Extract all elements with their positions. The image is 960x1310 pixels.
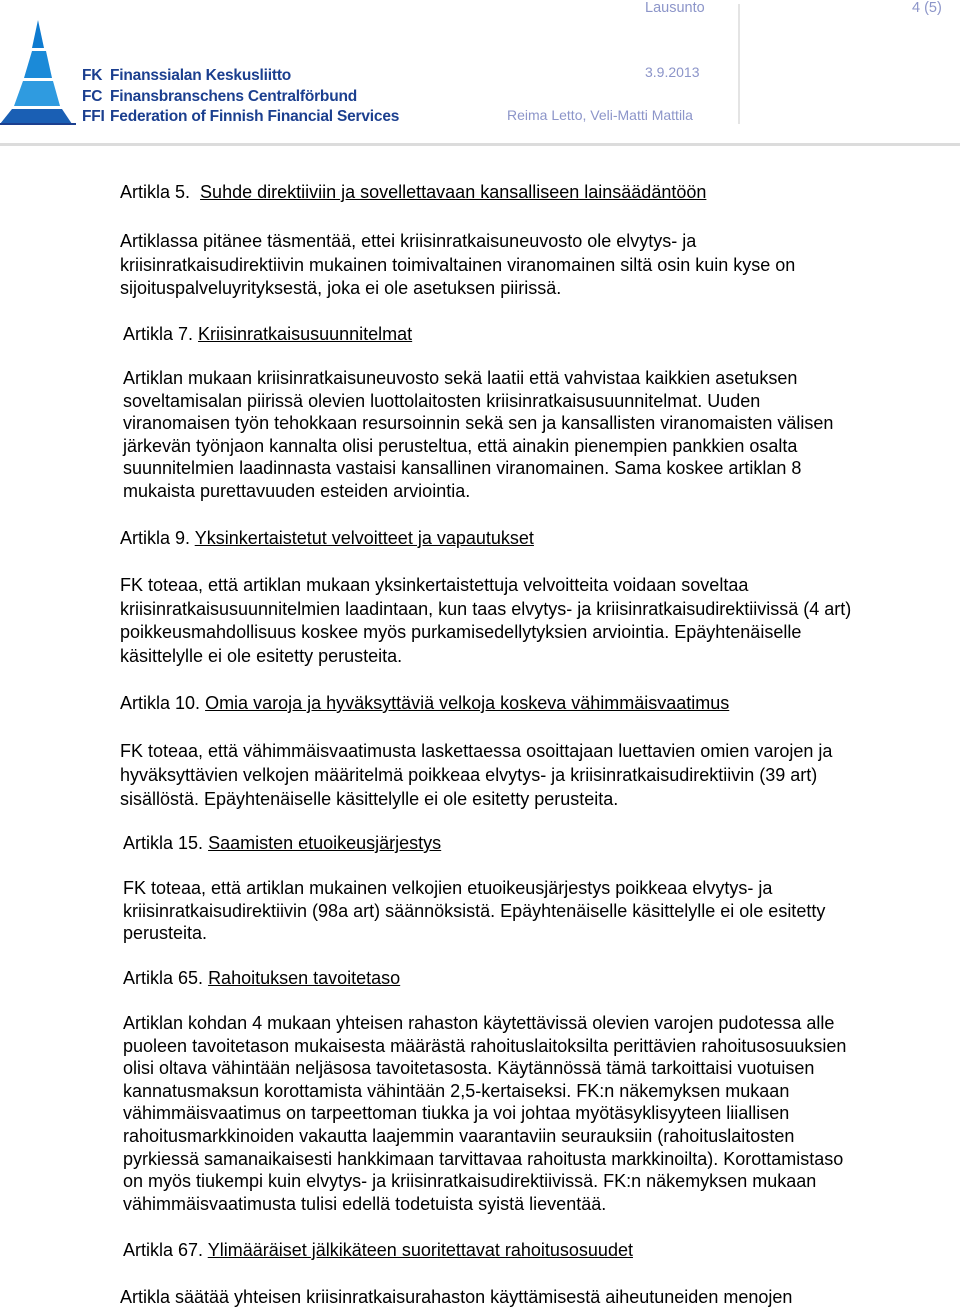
section-paragraph: FK toteaa, että artiklan mukainen velkojien etuoikeusjärjestys poikkeaa elvytys- ja kriisinratkaisudirektiivin (98a art) säännöksistä. Epäyhtenäiselle käsittelylle ei ole esitetty perusteita. [123,878,826,944]
section-paragraph: Artikla säätää yhteisen kriisinratkaisurahaston käyttämisestä aiheutuneiden menojen [120,1287,793,1307]
section-heading [123,323,412,345]
logo-line-fc: FC Finansbranschens Centralförbund [82,87,357,105]
section-title: Saamisten etuoikeusjärjestys [208,833,442,853]
section-heading [123,1239,633,1261]
doc-authors: Reima Letto, Veli-Matti Mattila [507,107,693,123]
header-rule [0,143,960,146]
logo-line-fk: FK Finanssialan Keskusliitto [82,67,292,84]
doc-date: 3.9.2013 [645,64,700,80]
section-paragraph: FK toteaa, että vähimmäisvaatimusta laskettaessa osoittajaan luettavien omien varojen ja hyväksyttävien velkojen määritelmä poikkeaa elvytys- ja kriisinratkaisudirektiivin (39 art) sisällöstä. Epäyhtenäiselle käsittelylle ei ole esitetty perusteita. [120,741,833,809]
section-number: Artikla 10. [120,693,201,713]
section-number: Artikla 65. [123,968,204,988]
section-heading [123,967,400,989]
section-number: Artikla 7. [123,324,194,344]
page-number: 4 (5) [912,0,942,16]
section-number: Artikla 9. [120,528,191,548]
logo-text [82,66,399,128]
section-heading [120,527,534,549]
section-paragraph: Artiklan mukaan kriisinratkaisuneuvosto sekä laatii että vahvistaa kaikkien asetuksen soveltamisalan piirissä olevien luottolaitosten kriisinratkaisusuunnitelmat. Uuden viranomaisen työn tehokkaan resursoinnin sekä sen ja kansallisten viranomaisten välisen järkevän työnjaon kannalta olisi perusteltua, että ainakin pienempien pankkien osalta suunnitelmien laadinnasta vastaisi kansallinen viranomainen. Sama koskee artiklan 8 mukaista purettavuuden esteiden arviointia. [123,368,834,501]
section-heading [123,832,441,854]
section-paragraph: FK toteaa, että artiklan mukaan yksinkertaistettuja velvoitteita voidaan soveltaa kriisinratkaisusuunnitelmien laadintaan, kun taas elvytys- ja kriisinratkaisudirektiivissä (4 art) poikkeusmahdollisuus koskee myös purkamisedellytyksien arviointia. Epäyhtenäiselle käsittelylle ei ole esitetty perusteita. [120,575,852,666]
section-title: Ylimääräiset jälkikäteen suoritettavat rahoitusosuudet [207,1240,633,1260]
section-number: Artikla 67. [123,1240,204,1260]
header-divider [738,4,740,124]
section-title: Omia varoja ja hyväksyttäviä velkoja koskeva vähimmäisvaatimus [205,693,730,713]
section-title: Yksinkertaistetut velvoitteet ja vapautukset [194,528,534,548]
section-number: Artikla 5. [120,182,191,202]
section-title: Suhde direktiiviin ja sovellettavaan kansalliseen lainsäädäntöön [200,182,707,202]
logo-line-ffi: FFI Federation of Finnish Financial Services [82,108,400,125]
section-title: Rahoituksen tavoitetaso [208,968,401,988]
section-paragraph: Artiklassa pitänee täsmentää, ettei kriisinratkaisuneuvosto ole elvytys- ja kriisinratkaisudirektiivin mukainen toimivaltainen viranomainen siltä osin kuin kyse on sijoituspalveluyrityksestä, joka ei ole asetuksen piirissä. [120,231,796,299]
section-heading [120,692,729,714]
doc-type: Lausunto [645,0,705,16]
section-number: Artikla 15. [123,833,204,853]
section-title: Kriisinratkaisusuunnitelmat [198,324,413,344]
section-heading [120,181,706,203]
section-paragraph: Artiklan kohdan 4 mukaan yhteisen rahaston käytettävissä olevien varojen pudotessa alle puoleen tavoitetason mukaisesta määrästä rahoituslaitoksilta perittävien rahoitusosuuksien olisi oltava vähintään neljäsosa tavoitetasosta. Käytännössä tämä tarkoittaisi vuotuisen kannatusmaksun korottamista vähintään 2,5-kertaiseksi. FK:n näkemyksen mukaan vähimmäisvaatimus on tarpeettoman tiukka ja voi johtaa myötäsyklisyyteen liiallisen rahoitusmarkkinoiden vakautta laajemmin vaarantaviin seurauksiin (rahoituslaitosten pyrkiessä samanaikaisesti hankkimaan tarvittavaa rahoitusta markkinoilta). Korottamistaso on myös tiukempi kuin elvytys- ja kriisinratkaisudirektiivissä. FK:n näkemyksen mukaan vähimmäisvaatimusta tulisi edellä todetuista syistä lieventää. [123,1013,847,1214]
page-header [0,0,960,150]
